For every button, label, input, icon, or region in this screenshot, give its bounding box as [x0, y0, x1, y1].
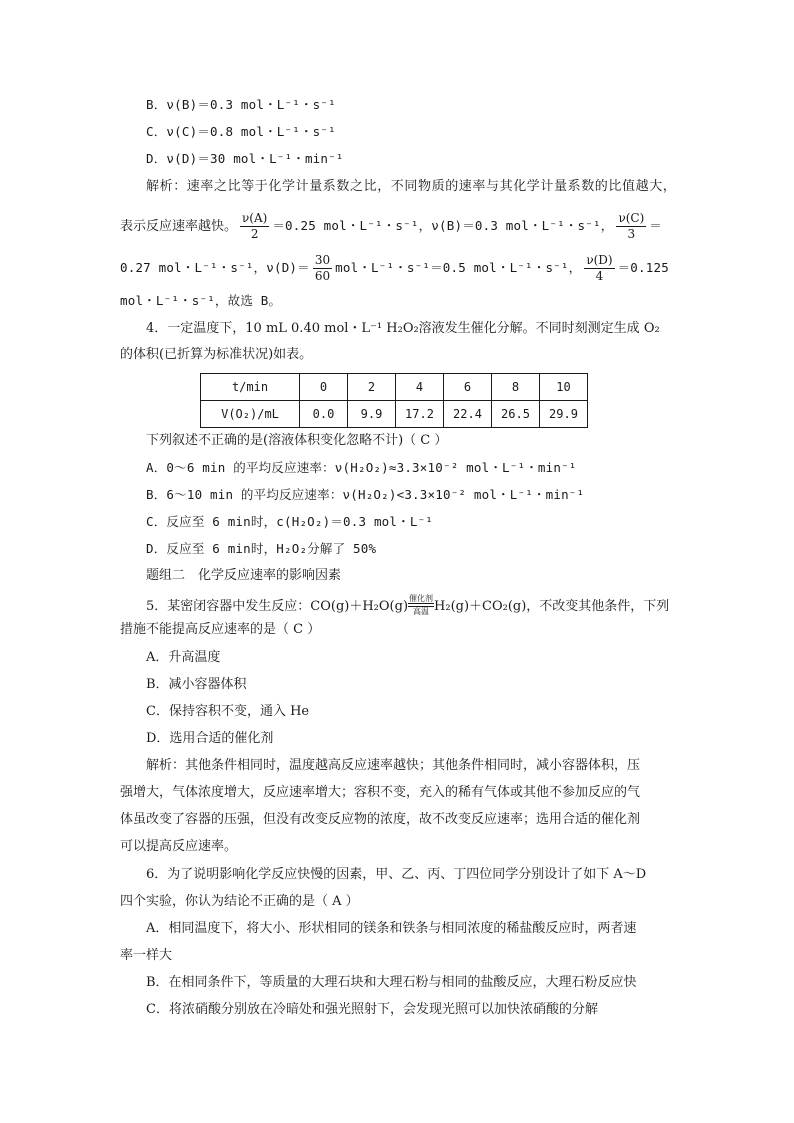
q4-option-b: B．6～10 min 的平均反应速率：ν(H₂O₂)<3.3×10⁻² mol・L⁻¹・min⁻¹ — [146, 487, 585, 502]
q4-option-d: D．反应至 6 min时，H₂O₂分解了 50% — [146, 541, 377, 556]
q3-analysis-vd: 0.27 mol・L⁻¹・s⁻¹，ν(D)＝ — [120, 260, 310, 275]
table-header-volume: V(O₂)/mL — [201, 401, 300, 428]
fraction-vd: $\frac{\nu(D)}{4}$ — [586, 253, 613, 283]
q5-analysis-line3: 体虽改变了容器的压强，但没有改变反应物的浓度，故不改变反应速率；选用合适的催化剂 — [120, 812, 641, 827]
fraction-vc: $\frac{\nu(C)}{3}$ — [618, 211, 645, 241]
table-header-time: t/min — [201, 374, 300, 401]
q3-analysis-result: ＝0.125 — [617, 260, 669, 275]
q4-option-a: A．0～6 min 的平均反应速率：ν(H₂O₂)≈3.3×10⁻² mol・L⁻¹・min⁻¹ — [146, 460, 577, 475]
table-cell: 10 — [540, 374, 588, 401]
q5-analysis-line1: 解析：其他条件相同时，温度越高反应速率越快；其他条件相同时，减小容器体积，压 — [146, 758, 641, 773]
q6-stem-line1: 6．为了说明影响化学反应快慢的因素，甲、乙、丙、丁四位同学分别设计了如下 A～D — [146, 867, 647, 882]
table-cell: 26.5 — [492, 401, 540, 428]
q5-analysis-line2: 强增大，气体浓度增大，反应速率增大；容积不变，充入的稀有气体或其他不参加反应的气 — [120, 785, 641, 800]
q5-products: H₂(g)＋CO₂(g)，不改变其他条件，下列 — [434, 599, 670, 614]
reaction-condition — [408, 594, 434, 616]
table-cell: 8 — [492, 374, 540, 401]
table-cell: 0 — [300, 374, 348, 401]
q3-option-b: B．ν(B)＝0.3 mol・L⁻¹・s⁻¹ — [146, 97, 336, 112]
q6-option-b: B．在相同条件下，等质量的大理石块和大理石粉与相同的盐酸反应，大理石粉反应快 — [146, 975, 637, 990]
q3-analysis-text: 表示反应速率越快。 — [120, 219, 238, 234]
q6-option-a-line2: 率一样大 — [120, 948, 173, 963]
q5-stem-line2: 措施不能提高反应速率的是（ C ） — [120, 622, 321, 637]
table-cell: 4 — [396, 374, 444, 401]
catalyst-label: 催化剂 — [409, 594, 434, 603]
q5-option-a: A．升高温度 — [146, 650, 221, 665]
q3-option-d: D．ν(D)＝30 mol・L⁻¹・min⁻¹ — [146, 151, 344, 166]
table-cell: 9.9 — [348, 401, 396, 428]
q4-stem-line2: 的体积(已折算为标准状况)如表。 — [120, 347, 313, 362]
q4-stem-line1: 4．一定温度下，10 mL 0.40 mol・L⁻¹ H₂O₂溶液发生催化分解。不同时刻测定生成 O₂ — [146, 321, 660, 336]
q6-stem-line2: 四个实验，你认为结论不正确的是（ A ） — [120, 894, 359, 909]
table-cell: 6 — [444, 374, 492, 401]
q4-question: 下列叙述不正确的是(溶液体积变化忽略不计)（ C ） — [146, 433, 448, 448]
fraction-va: $\frac{\nu(A)}{2}$ — [242, 211, 268, 241]
q6-option-c: C．将浓硝酸分别放在冷暗处和强光照射下，会发现光照可以加快浓硝酸的分解 — [146, 1002, 598, 1017]
q3-option-c: C．ν(C)＝0.8 mol・L⁻¹・s⁻¹ — [146, 124, 336, 139]
q3-analysis-line3 — [120, 248, 669, 288]
q3-analysis-line1: 解析：速率之比等于化学计量系数之比，不同物质的速率与其化学计量系数的比值越大， — [146, 179, 677, 194]
q5-option-b: B．减小容器体积 — [146, 677, 247, 692]
table-cell: 29.9 — [540, 401, 588, 428]
q3-analysis-line4: mol・L⁻¹・s⁻¹，故选 B。 — [120, 293, 282, 308]
table-row — [201, 401, 588, 428]
q5-analysis-line4: 可以提高反应速率。 — [120, 839, 238, 854]
q3-analysis-unit: mol・L⁻¹・s⁻¹＝0.5 mol・L⁻¹・s⁻¹， — [335, 260, 582, 275]
q3-analysis-line2 — [120, 206, 662, 246]
temperature-label: 高温 — [413, 607, 430, 616]
q5-option-d: D．选用合适的催化剂 — [146, 731, 274, 746]
q5-option-c: C．保持容积不变，通入 He — [146, 704, 310, 719]
q4-option-c: C．反应至 6 min时，c(H₂O₂)＝0.3 mol・L⁻¹ — [146, 514, 434, 529]
table-cell: 17.2 — [396, 401, 444, 428]
q3-analysis-rates: ＝0.25 mol・L⁻¹・s⁻¹，ν(B)＝0.3 mol・L⁻¹・s⁻¹， — [272, 218, 614, 233]
equals-sign: ＝ — [649, 218, 662, 233]
table-row — [201, 374, 588, 401]
q6-option-a-line1: A．相同温度下，将大小、形状相同的镁条和铁条与相同浓度的稀盐酸反应时，两者速 — [146, 921, 637, 936]
oxygen-volume-table — [200, 373, 588, 428]
fraction-30-60: $\frac{30}{60}$ — [314, 253, 331, 283]
section-title-group2: 题组二 化学反应速率的影响因素 — [146, 568, 342, 583]
table-cell: 0.0 — [300, 401, 348, 428]
table-cell: 22.4 — [444, 401, 492, 428]
q5-reactants: 5．某密闭容器中发生反应：CO(g)＋H₂O(g) — [146, 599, 409, 614]
q5-stem-line1 — [146, 594, 669, 616]
table-cell: 2 — [348, 374, 396, 401]
